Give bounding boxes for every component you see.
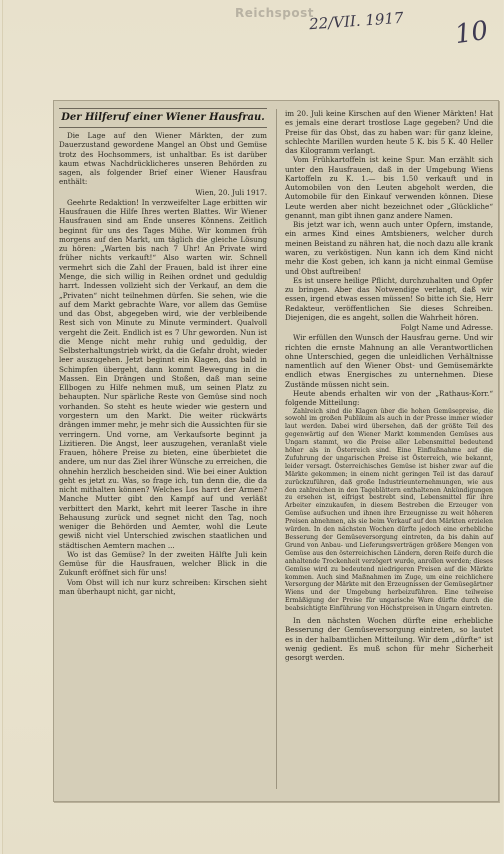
potatoes-paragraph: Vom Frühkartoffeln ist keine Spur. Man erzählt sich unter den Hausfrauen, daß in der Umgebung Wiens Kartoffeln zu K. 1.— bis 1.50 verkauft und in Automobilen von den Leuten abgeholt werden, die Automobile für den Einkauf verwenden können. Diese Leute werden aber nicht bezeichnet oder „Glückliche“ genannt, man gibt ihnen ganz andere Namen. (285, 155, 493, 220)
letter-vegetables-paragraph: Wo ist das Gemüse? In der zweiten Hälfte Juli kein Gemüse für die Hausfrauen, welcher Blick in die Zukunft eröffnet sich für uns! (59, 549, 267, 578)
letter-fruit-paragraph: Vom Obst will ich nur kurz schreiben: Kirschen sieht man überhaupt nicht, gar nicht, (59, 577, 267, 597)
archive-stamp: Reichspost (235, 6, 315, 20)
duty-paragraph: Es ist unsere heilige Pflicht, durchzuhalten und Opfer zu bringen. Aber das Notwendige verlangt, daß wir essen, irgend etwas essen müssen! So bitte ich Sie, Herr Redakteur, veröffentlichen Sie dieses Schreiben. Diejenigen, die es angeht, sollen die Wahrheit hören. (285, 275, 493, 322)
intro-paragraph: Die Lage auf den Wiener Märkten, der zum Dauerzustand gewordene Mangel an Obst und Gemüse trotz des Hochsommers, ist unhaltbar. Es ist darüber kaum etwas Nachdrücklicheres unseren Behörden zu sagen, als folgender Brief einer Wiener Hausfrau enthält: (59, 131, 267, 187)
column-divider (276, 109, 277, 789)
official-statement-paragraph: Zahlreich sind die Klagen über die hohen Gemüsepreise, die sowohl im großen Publikum als auch in der Presse immer wieder laut werden. Dabei wird übersehen, daß der größte Teil des gegenwärtig auf den Wiener Markt kommenden Gemüses aus Ungarn stammt, wo die Preise aller Lebensmittel bedeutend höher als in Österreich sind. Eine Einflußnahme auf die Zufuhrung der ungarischen Preise ist Österreich, wie bekannt, leider versagt. Österreichisches Gemüse ist bisher zwar auf die Märkte gekommen; in einem nicht geringen Teil ist das darauf zurückzuführen, daß große Industrieunternehmungen, wie aus den zahlreichen in den Tageblättern enthaltenen Ankündigungen zu ersehen ist, eifrigst bestrebt sind, Lebensmittel für ihre Arbeiter einzukaufen, in diesem Bestreben die Erzeuger von Gemüse aufsuchen und ihnen ihre Erzeugnisse zu weit höheren Preisen abnehmen, als sie beim Verkauf auf den Märkten erzielen würden. In den nächsten Wochen dürfte jedoch eine erhebliche Besserung der Gemüseversorgung eintreten, da bis dahin auf Grund von Anbau- und Lieferungsverträgen größere Mengen von Gemüse aus den österreichischen Ländern, deren Reife durch die anhaltende Trockenheit verzögert wurde, anrollen werden; dieses Gemüse wird zu bedeutend niedrigeren Preisen auf die Märkte kommen. Auch sind Maßnahmen im Zuge, um eine reichlichere Versorgung der Märkte mit den Erzeugnissen der Gemüsegärtner Wiens und der Umgebung herbeizuführen. Eine teilweise Ermäßigung der Preise für ungarische Ware dürfte durch die beabsichtigte Einführung von Höchstpreisen in Ungarn eintreten. (285, 407, 493, 613)
child-paragraph: Bis jetzt war ich, wenn auch unter Opfern, imstande, ein armes Kind eines Amtsbieners, welcher durch meinen Beistand zu nähren hat, die noch dazu alle krank waren, zu verköstigen. Nun kann ich dem Kind nicht mehr die Kost geben, ich kann ja nicht einmal Gemüse und Obst auftreiben! (285, 220, 493, 276)
editorial-paragraph: Wir erfüllen den Wunsch der Hausfrau gerne. Und wir richten die ernste Mahnung an alle Verantwortlichen ohne Unterschied, gegen die unleidlichen Verhältnisse namentlich auf den Wiener Obst- und Gemüsemärkte endlich etwas Energisches zu unternehmen. Diese Zustände müssen nicht sein. (285, 333, 493, 389)
rathaus-intro-paragraph: Heute abends erhalten wir von der „Rathaus-Korr.“ folgende Mitteilung: (285, 388, 493, 408)
archive-board (2, 0, 503, 854)
newspaper-clipping (53, 100, 499, 802)
letter-body-paragraph: Geehrte Redaktion! In verzweifelter Lage erbitten wir Hausfrauen die Hilfe Ihres werten Blattes. Wir Wiener Hausfrauen sind am Ende unseres Könnens. Zeitlich beginnt für uns des Tages Mühe. Wir kommen früh morgens auf den Markt, um täglich die gleiche Lösung zu hören: „Warten bis nach 7 Uhr! An Private wird früher nichts verkauft!“ Also warten wir. Schnell vermehrt sich die Zahl der Frauen, bald ist ihrer eine Menge, die sich willig in Reihen ordnet und geduldig harrt. Indessen vollzieht sich der Verkauf, an dem die „Privaten“ nicht teilnehmen dürfen. Sie sehen, wie die auf dem Markt gebrachte Ware, vor allem das Gemüse und das Obst, abgegeben wird, wie der verbleibende Rest sich von Minute zu Minute vermindert. Qualvoll vergeht die Zeit. Endlich ist es 7 Uhr geworden. Nun ist die Menge nicht mehr ruhig und geduldig, der Selbsterhaltungstrieb wirkt, da die Gefahr droht, wieder leer auszugehen. Jetzt beginnt ein Klagen, das bald in Schimpfen übergeht, dann kommt Bewegung in die Massen. Ein Drängen und Stoßen, daß man seine Ellbogen zu Hilfe nehmen muß, um seinen Platz zu behaupten. Nur spärliche Reste von Gemüse sind noch vorhanden. So steht es heute wieder wie gestern und vorgestern um den Markt. Die weiter rückwärts drängen immer mehr, je mehr sich die Aussichten für sie verringern. Und vorne, am Verkaufsorte beginnt ja Lizitieren. Die Angst, leer auszugehen, veranlaßt viele Frauen, höhere Preise zu bieten, eine überbietet die andere, um nur das Ziel ihrer Wünsche zu erreichen, die ohnehin herzlich bescheiden sind. Wie bei einer Auktion geht es jetzt zu. Was, so frage ich, tun denn die, die da nicht mithalten können? Welches Los harrt der Armen? Manche Mutter gibt den Kampf auf und verläßt verbittert den Markt, kehrt mit leerer Tasche in ihre Behausung zurück und segnet nicht den Tag, noch weniger die Behörden und Aemter, wohl die Leute gewiß nicht viel Unterschied zwischen staatlichen und städtischen Aemtern machen ... (59, 197, 267, 550)
headline-rule (59, 127, 267, 128)
left-column (59, 107, 267, 596)
article-headline: Der Hilferuf einer Wiener Hausfrau. (61, 112, 265, 123)
closing-paragraph: In den nächsten Wochen dürfte eine erhebliche Besserung der Gemüseversorgung eintreten, so lautet es in der halbamtlichen Mitteilung. Wir dem „dürfte“ ist wenig gedient. Es muß schon für mehr Sicherheit gesorgt werden. (285, 616, 493, 663)
continued-paragraph: im 20. Juli keine Kirschen auf den Wiener Märkten! Hat es jemals eine derart trostlose Lage gegeben? Und die Preise für das Obst, das zu haben war: für ganz kleine, schlechte Marillen wurden heute 5 K. bis 5 K. 40 Heller das Kilogramm verlangt. (285, 109, 493, 156)
handwritten-date: 22/VII. 1917 (308, 8, 405, 34)
top-rule (59, 108, 267, 109)
right-column (285, 109, 493, 662)
letter-dateline: Wien, 20. Juli 1917. (195, 187, 267, 197)
signature-line: Folgt Name und Adresse. (400, 323, 493, 333)
handwritten-number: 10 (453, 15, 491, 51)
